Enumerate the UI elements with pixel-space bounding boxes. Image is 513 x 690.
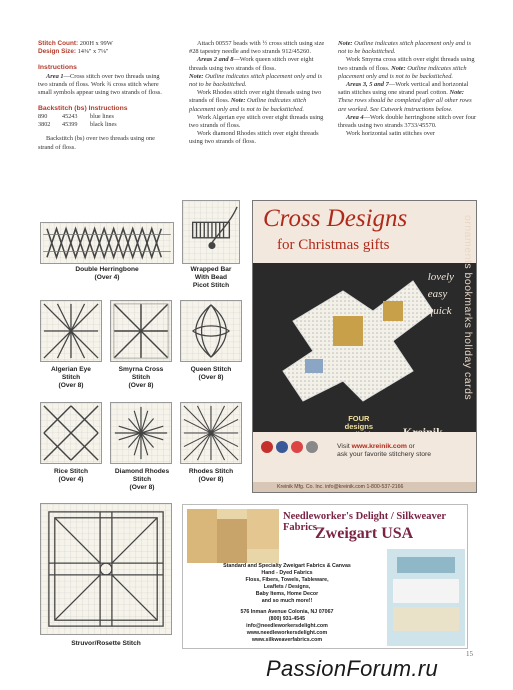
tagline-word: lovely [427, 271, 454, 283]
ad-line: 576 Inman Avenue Colonia, NJ 07067 [240, 609, 334, 615]
caption-line: Algerian Eye [51, 366, 91, 373]
caption-algerian-eye [36, 366, 106, 391]
ad-visit-text [337, 443, 431, 459]
youtube-icon[interactable] [291, 441, 303, 453]
design-size-label: Design Size: [38, 48, 76, 56]
algerian-eye-diagram [40, 300, 102, 362]
ad-contact-footer: Kreinik Mfg. Co. Inc. info@kreinik.com 1-800-537-2166 [253, 482, 476, 492]
caption-line: Diamond Rhodes [114, 468, 170, 475]
caption-line: Smyrna Cross [118, 366, 164, 373]
note-label: Note: [189, 72, 204, 80]
bs-instructions: Backstitch (bs) over two threads using one strand of floss. [38, 135, 155, 151]
bs-floss-a: 890 [38, 113, 48, 121]
kreinik-link[interactable]: www.kreinik.com [351, 443, 407, 450]
caption-line: (Over 8) [128, 382, 154, 390]
kreinik-advertisement[interactable] [252, 200, 477, 493]
note-text: Outline indicates stitch placement only and is not to be backstitched. [189, 97, 307, 113]
rhodes-paragraph: Work Rhodes stitch over eight threads using two strands of floss. [189, 89, 322, 105]
towels-photo [387, 549, 465, 646]
visit-line-2: ask your favorite stitchery store [337, 451, 432, 459]
struvor-rosette-diagram [40, 503, 172, 635]
rhodes-stitch-drawing [181, 403, 241, 463]
bs-desc: black lines [90, 121, 117, 129]
ad-line: (800) 931-4545 [268, 616, 306, 622]
backstitch-heading: Backstitch (bs) Instructions [38, 105, 128, 113]
visit-suffix: or [406, 443, 415, 450]
ad-line: and so much more!! [261, 598, 313, 604]
smyrna-cross-drawing [111, 301, 171, 361]
text-column-2 [189, 40, 327, 147]
ad-line: Hand - Dyed Fabrics [261, 570, 313, 576]
instagram-icon[interactable] [306, 441, 318, 453]
rice-stitch-drawing [41, 403, 101, 463]
caption-line: Queen Stitch [190, 366, 232, 373]
caption-rhodes-stitch [176, 468, 246, 484]
struvor-rosette-drawing [41, 504, 171, 634]
caption-smyrna-cross [106, 366, 176, 391]
ad-line: Standard and Specialty Zweigart Fabrics & Canvas [223, 563, 351, 569]
design-size-value: 14⅜" x 7⅛" [77, 48, 109, 56]
caption-wrapped-bar [180, 266, 242, 291]
caption-struvor: Struvor/Rosette Stitch [71, 640, 141, 647]
diamond-rhodes-drawing [111, 403, 171, 463]
caption-line: (Over 8) [198, 476, 224, 484]
fabric-photo [187, 509, 279, 563]
areas-3-5-7-label: Areas 3, 5 and 7 [346, 81, 389, 89]
tagline-word: easy [427, 288, 448, 300]
ad-subtitle: for Christmas gifts [277, 237, 390, 253]
note-text: Outline indicates stitch placement only and is not to be backstitched. [338, 64, 467, 80]
stitch-count-label: Stitch Count: [38, 40, 79, 47]
caption-queen-stitch [176, 366, 246, 382]
smyrna-cross-diagram [110, 300, 172, 362]
ad-email[interactable]: info@needleworkersdelight.com [246, 623, 328, 629]
instructions-heading: Instructions [38, 64, 77, 72]
ad-vertical-text: ornaments bookmarks holiday cards [462, 215, 474, 401]
queen-stitch-diagram [180, 300, 242, 362]
bs-desc: blue lines [90, 113, 114, 121]
text-column-1 [38, 40, 168, 152]
caption-line: Stitch [132, 476, 152, 484]
algerian-paragraph: Work Algerian eye stitch over eight threads using two strands of floss. [189, 113, 324, 130]
rhodes-stitch-diagram [180, 402, 242, 464]
areas-3-5-7-text: —Work vertical and horizontal satin stitches using one strand pearl cotton. [338, 81, 469, 97]
bs-floss-b: 45243 [62, 113, 78, 121]
caption-line: (Over 8) [129, 484, 155, 492]
queen-stitch-drawing [181, 301, 241, 361]
ad-subtitle: Zweigart USA [315, 525, 414, 542]
caption-line: (Over 8) [198, 374, 224, 382]
caption-line: Wrapped Bar [190, 266, 232, 273]
caption-line: Stitch [131, 374, 151, 382]
ad-link[interactable]: www.needleworkersdelight.com [246, 630, 328, 636]
stitch-count-value: 200H x 99W [79, 40, 113, 47]
note-text: Outline indicates stitch placement only and is not to be backstitched. [189, 72, 322, 89]
facebook-icon[interactable] [276, 441, 288, 453]
ad-title: Cross Designs [263, 205, 408, 232]
ad-body [187, 563, 387, 644]
tagline-word: quick [427, 305, 452, 317]
area1-label: Area 1 [46, 72, 64, 80]
note-label: Note: [389, 64, 406, 72]
text-column-3 [338, 40, 478, 138]
caption-line: (Over 8) [58, 382, 84, 390]
note-label: Note: [447, 89, 465, 97]
page-number: 15 [466, 650, 473, 658]
caption-line: Rice Stitch [53, 468, 89, 475]
watermark: PassionForum.ru [266, 656, 439, 681]
diamond-paragraph: Work diamond Rhodes stitch over eight threads using two strands of floss. [189, 130, 319, 146]
area4-label: Area 4 [346, 113, 364, 121]
caption-line: Picot Stitch [192, 282, 230, 290]
cross-ornament-image [263, 271, 443, 421]
double-herringbone-diagram [40, 222, 174, 264]
caption-rice-stitch [36, 468, 106, 484]
algerian-eye-drawing [41, 301, 101, 361]
caption-line: Double Herringbone [75, 266, 139, 273]
caption-line: With Bead [194, 274, 228, 282]
ad-line: Baby Items, Home Decor [255, 591, 319, 597]
caption-line: (Over 4) [58, 476, 84, 484]
smyrna-paragraph: Work Smyrna cross stitch over eight threads using two strands of floss. [338, 56, 475, 72]
pinterest-icon[interactable] [261, 441, 273, 453]
ad-link[interactable]: www.silkweaverfabrics.com [251, 637, 323, 643]
areas-2-8-label: Areas 2 and 8 [197, 56, 234, 64]
caption-double-herringbone [40, 266, 174, 282]
badge-line: designs [344, 422, 374, 431]
wrapped-bar-diagram [182, 200, 240, 264]
caption-diamond-rhodes [104, 468, 180, 493]
rice-stitch-diagram [40, 402, 102, 464]
bs-floss-b: 45399 [62, 121, 78, 129]
caption-line: Rhodes Stitch [188, 468, 234, 475]
area1-text: —Cross stitch over two threads using two strands of floss. Work ¾ cross stitch where small symbols appear using two strands of floss. [38, 72, 162, 97]
bs-row [38, 121, 168, 129]
note-label: Note: [229, 97, 246, 105]
note-text: Outline indicates stitch placement only and is not to be backstitched. [338, 40, 471, 56]
note-label: Note: [338, 40, 353, 47]
caption-line: Stitch [61, 374, 81, 382]
ad-tagline [428, 269, 454, 320]
wrapped-bar-drawing [183, 201, 239, 263]
satin-paragraph: Work horizontal satin stitches over [346, 130, 435, 138]
social-icons [261, 441, 318, 453]
areas-2-8-text: —Work queen stitch over eight threads using two strands of floss. [189, 56, 314, 72]
beads-paragraph: Attach 00557 beads with ½ cross stitch using size #28 tapestry needle and two strands 912/45260. [189, 40, 325, 56]
note-text: These rows should be completed after all other rows are worked. See Cutwork instructions below. [338, 97, 472, 113]
area4-text: —Work double herringbone stitch over four threads using two strands 3733/45570. [338, 113, 477, 130]
visit-prefix: Visit [337, 443, 352, 450]
bs-row [38, 113, 168, 121]
ad-title: Needleworker's Delight / Silkweaver Fabrics [283, 511, 446, 533]
badge-line: FOUR [348, 414, 370, 423]
diamond-rhodes-diagram [110, 402, 172, 464]
double-herringbone-drawing [41, 223, 173, 263]
ad-line: Floss, Fibers, Towels, Tableware, [245, 577, 329, 583]
ad-line: Leaflets / Designs, [263, 584, 311, 590]
caption-line: (Over 4) [94, 274, 120, 282]
needleworkers-delight-advertisement[interactable] [182, 504, 468, 649]
bs-floss-a: 3802 [38, 121, 51, 129]
